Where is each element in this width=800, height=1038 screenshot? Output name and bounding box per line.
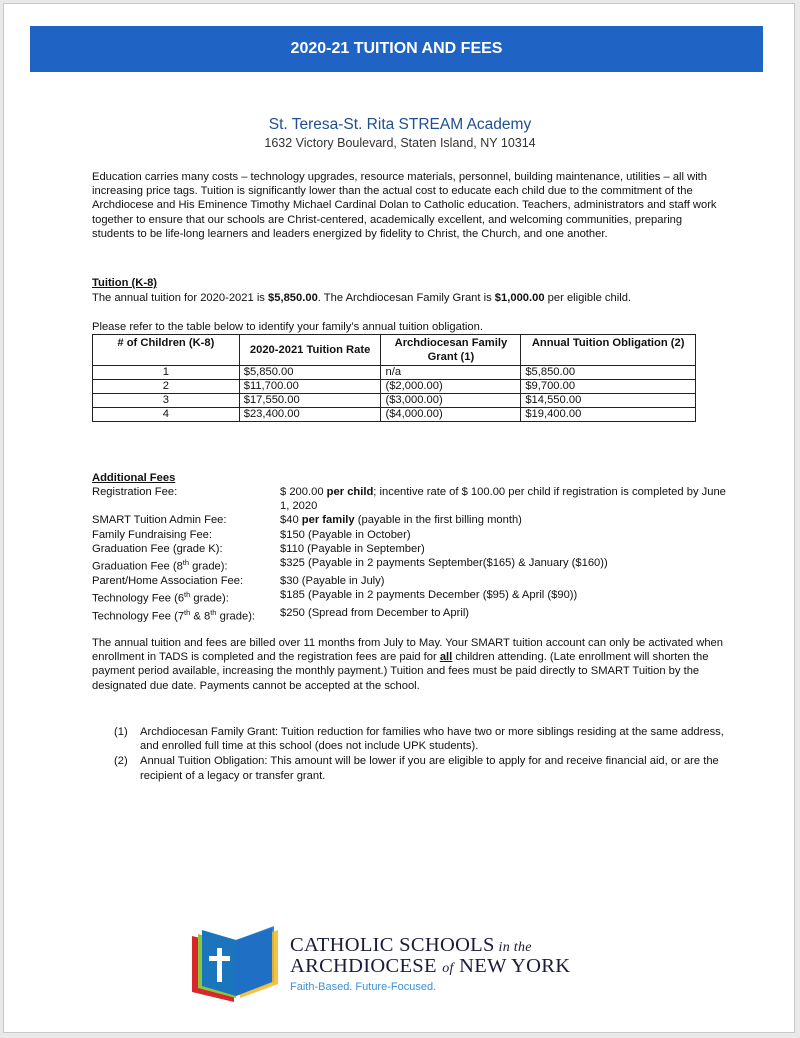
table-cell: 2 bbox=[93, 380, 240, 394]
fee-value: $150 (Payable in October) bbox=[280, 528, 411, 541]
table-cell: ($4,000.00) bbox=[381, 408, 521, 422]
table-header-row bbox=[93, 335, 696, 366]
intro-paragraph: Education carries many costs – technology upgrades, resource materials, personnel, building maintenance, utilities – all with increasing price tags. Tuition is significantly lower than the actual cost to educate each child due to the commitment of the Archdiocese and His Eminence Timothy Michael Cardinal Dolan to Catholic education. Teachers, administrators and staff work together to ensure that our schools are Christ-centered, academically excellent, and welcoming communities, preparing students to be life-long learners and leaders energized by fidelity to Christ, the Church, and one another. bbox=[92, 171, 717, 240]
tuition-summary-post: per eligible child. bbox=[544, 292, 632, 304]
fee-value: $250 (Spread from December to April) bbox=[280, 607, 470, 620]
table-cell: $5,850.00 bbox=[521, 366, 696, 380]
fee-row-parent-association bbox=[92, 574, 732, 588]
fee-row-smart bbox=[92, 513, 732, 527]
fee-row-technology-7-8 bbox=[92, 606, 732, 624]
logo-line-2-italic: of bbox=[442, 961, 454, 976]
col-header-children: # of Children (K-8) bbox=[93, 335, 240, 366]
table-cell: $14,550.00 bbox=[521, 394, 696, 408]
tuition-amount: $5,850.00 bbox=[268, 292, 318, 304]
tuition-table bbox=[92, 334, 696, 422]
col-header-obligation: Annual Tuition Obligation (2) bbox=[521, 335, 696, 366]
school-name: St. Teresa-St. Rita STREAM Academy bbox=[268, 116, 532, 133]
fee-label-sup: th bbox=[184, 590, 191, 600]
fee-label: Graduation Fee (grade K): bbox=[92, 542, 223, 555]
table-cell: ($3,000.00) bbox=[381, 394, 521, 408]
logo-line-1-main: CATHOLIC SCHOOLS bbox=[290, 934, 495, 956]
fee-label bbox=[92, 606, 280, 624]
table-cell: $19,400.00 bbox=[521, 408, 696, 422]
fee-label-mid: & 8 bbox=[190, 610, 211, 623]
footnote bbox=[114, 725, 728, 753]
logo-line-2 bbox=[290, 955, 570, 978]
table-cell: $11,700.00 bbox=[239, 380, 381, 394]
fee-row-technology-6 bbox=[92, 588, 732, 606]
grant-amount: $1,000.00 bbox=[494, 292, 545, 304]
col-header-grant: Archdiocesan Family Grant (1) bbox=[381, 335, 521, 366]
table-intro: Please refer to the table below to identify your family’s annual tuition obligation. bbox=[92, 321, 483, 333]
billing-emphasis: all bbox=[439, 651, 453, 664]
table-cell: 3 bbox=[93, 394, 240, 408]
tuition-summary-pre: The annual tuition for 2020-2021 is bbox=[92, 292, 269, 304]
billing-paragraph bbox=[92, 636, 728, 693]
fee-value-bold: per family bbox=[301, 514, 355, 527]
logo-line-1 bbox=[290, 934, 532, 957]
footnote-text: Archdiocesan Family Grant: Tuition reduction for families who have two or more siblings residing at the same address, and enrolled full time at this school (does not include UPK students). bbox=[140, 726, 724, 753]
fee-label-sup: th bbox=[184, 608, 191, 618]
table-cell: ($2,000.00) bbox=[381, 380, 521, 394]
fee-row-graduation-k bbox=[92, 542, 732, 556]
fee-label-sup: th bbox=[182, 558, 190, 568]
table-cell: 4 bbox=[93, 408, 240, 422]
fee-label-sup: th bbox=[210, 608, 217, 618]
fee-label-post: grade): bbox=[190, 592, 229, 605]
fee-value-post: (payable in the first billing month) bbox=[354, 514, 522, 527]
fee-label: Parent/Home Association Fee: bbox=[92, 574, 244, 587]
logo-line-2-post: NEW YORK bbox=[453, 955, 571, 977]
table-row bbox=[93, 366, 696, 380]
billing-post: children attending. (Late enrollment will shorten the payment period available, increasing the monthly payment.) Tuition and fees must be paid directly to SMART Tuition by the designated due date. Payments cannot be accepted at the school. bbox=[92, 651, 709, 692]
fee-label: Family Fundraising Fee: bbox=[92, 528, 212, 541]
footnote-number: (1) bbox=[114, 726, 128, 738]
school-address: 1632 Victory Boulevard, Staten Island, NY 10314 bbox=[264, 136, 536, 150]
logo-line-2-pre: ARCHDIOCESE bbox=[290, 955, 443, 977]
fee-row-graduation-8 bbox=[92, 556, 732, 574]
table-cell: 1 bbox=[93, 366, 240, 380]
fee-label-post: grade): bbox=[189, 560, 228, 573]
tuition-summary-mid: . The Archdiocesan Family Grant is bbox=[317, 292, 495, 304]
document-page bbox=[3, 3, 795, 1033]
tuition-heading: Tuition (K-8) bbox=[92, 277, 158, 289]
table-row bbox=[93, 394, 696, 408]
table-cell: n/a bbox=[381, 366, 521, 380]
fee-label-pre: Technology Fee (6 bbox=[92, 592, 185, 605]
fee-label-post: grade): bbox=[216, 610, 256, 623]
fee-label-pre: Technology Fee (7 bbox=[92, 610, 185, 623]
footnote-text: Annual Tuition Obligation: This amount will be lower if you are eligible to apply for and receive financial aid, or are the recipient of a legacy or transfer grant. bbox=[140, 755, 719, 782]
fee-label: Registration Fee: bbox=[92, 486, 178, 498]
logo-tagline: Faith-Based. Future-Focused. bbox=[290, 981, 437, 993]
fee-value: $185 (Payable in 2 payments December ($95) & April ($90)) bbox=[280, 589, 578, 602]
tuition-summary bbox=[92, 291, 732, 305]
fee-value: $325 (Payable in 2 payments September($165) & January ($160)) bbox=[280, 557, 608, 570]
logo-line-1-italic: in the bbox=[494, 940, 532, 955]
table-cell: $23,400.00 bbox=[239, 408, 381, 422]
fee-value bbox=[280, 513, 732, 527]
table-cell: $9,700.00 bbox=[521, 380, 696, 394]
footnotes bbox=[114, 725, 728, 784]
fee-value-pre: $40 bbox=[280, 514, 302, 527]
fee-label: SMART Tuition Admin Fee: bbox=[92, 514, 227, 527]
fee-row-fundraising bbox=[92, 528, 732, 542]
table-row bbox=[93, 408, 696, 422]
table-cell: $17,550.00 bbox=[239, 394, 381, 408]
additional-fees-heading: Additional Fees bbox=[92, 472, 176, 484]
open-book-cross-icon bbox=[190, 924, 282, 1004]
fee-value-post: ; incentive rate of $ 100.00 per child if registration is completed by June 1, 2020 bbox=[280, 486, 726, 513]
table-cell: $5,850.00 bbox=[239, 366, 381, 380]
catholic-schools-logo bbox=[190, 924, 590, 1004]
footnote bbox=[114, 754, 728, 782]
fee-value bbox=[280, 485, 732, 513]
title-banner: 2020-21 TUITION AND FEES bbox=[30, 26, 763, 72]
fee-value: $30 (Payable in July) bbox=[280, 574, 385, 587]
fee-label bbox=[92, 588, 280, 606]
fee-label-pre: Graduation Fee (8 bbox=[92, 560, 183, 573]
table-row bbox=[93, 380, 696, 394]
fee-row-registration bbox=[92, 485, 732, 513]
fee-value-bold: per child bbox=[326, 486, 374, 498]
footnote-number: (2) bbox=[114, 755, 128, 768]
fee-value: $110 (Payable in September) bbox=[280, 542, 425, 555]
fee-value-pre: $ 200.00 bbox=[280, 486, 327, 498]
fee-label bbox=[92, 556, 280, 574]
fees-list bbox=[92, 485, 732, 624]
billing-pre: The annual tuition and fees are billed over 11 months from July to May. Your SMART tuition account can only be activated when enrollment in TADS is completed and the registration fees are paid for bbox=[92, 637, 724, 664]
col-header-rate: 2020-2021 Tuition Rate bbox=[239, 335, 381, 366]
